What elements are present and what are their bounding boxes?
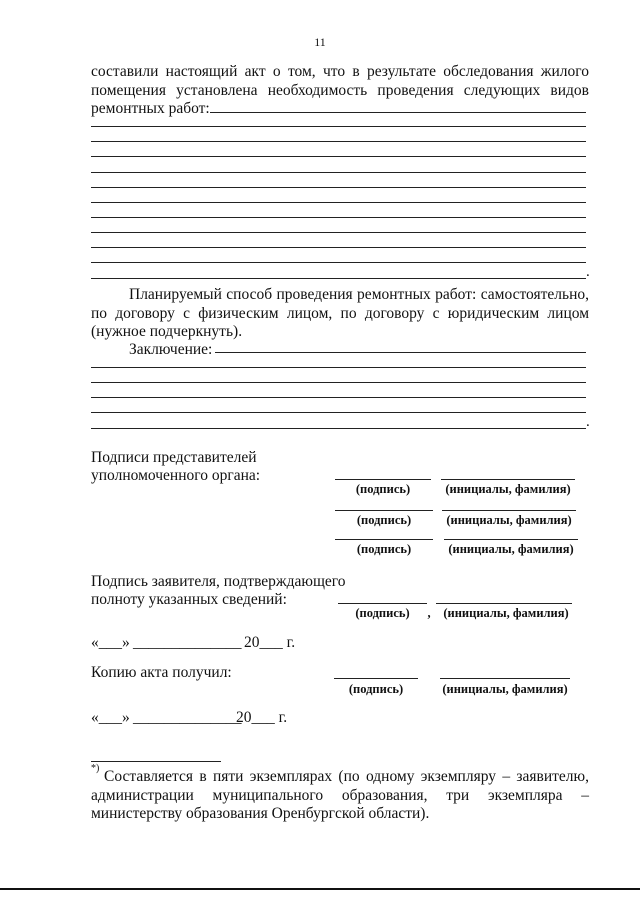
initials-field[interactable] [444,539,578,540]
date-day[interactable]: «___» [91,634,130,651]
date-month[interactable]: ______________ [133,709,242,726]
method-line-1: Планируемый способ проведения ремонтных работ: самостоятельно, [129,286,589,303]
initials-caption: (инициалы, фамилия) [445,482,571,496]
bottom-rule [0,888,640,890]
footnote-line-1: Составляется в пяти экземплярах (по одному экземпляру – заявителю, [104,768,589,785]
footnote-marker: *) [91,763,100,774]
footnote-line-3: министерству образования Оренбургской области). [91,805,430,822]
blank-line[interactable] [91,172,586,173]
signature-field[interactable] [335,479,431,480]
initials-caption: (инициалы, фамилия) [448,542,574,556]
method-line-3: (нужное подчеркнуть). [91,323,243,340]
authority-label-1: Подписи представителей [91,449,257,466]
blank-line[interactable] [91,156,586,157]
signature-caption: (подпись) [356,542,412,556]
blank-line[interactable] [91,397,586,398]
separator-comma: , [427,606,431,620]
blank-line[interactable] [91,382,586,383]
signature-caption: (подпись) [356,513,412,527]
conclusion-label: Заключение: [129,341,213,358]
blank-line[interactable] [91,262,586,263]
period: . [586,414,590,430]
authority-label-2: уполномоченного органа: [91,467,261,484]
signature-caption: (подпись) [355,482,411,496]
initials-field[interactable] [436,603,572,604]
initials-field[interactable] [442,510,576,511]
blank-line[interactable] [91,278,586,279]
signature-field[interactable] [335,539,433,540]
applicant-label-2: полноту указанных сведений: [91,591,287,608]
date-year[interactable]: 20___ г. [236,709,288,726]
signature-field[interactable] [335,510,433,511]
intro-line-3: ремонтных работ: [91,100,210,117]
blank-line[interactable] [91,412,586,413]
intro-line-2: помещения установлена необходимость проведения следующих видов [91,82,589,99]
blank-line[interactable] [91,247,586,248]
footnote-line-2: администрации муниципального образования, три экземпляра – [91,787,589,804]
period: . [586,264,590,280]
blank-line[interactable] [91,202,586,203]
blank-line[interactable] [91,141,586,142]
signature-field[interactable] [338,603,427,604]
copy-label: Копию акта получил: [91,664,232,681]
signature-caption: (подпись) [348,682,404,696]
date-year[interactable]: 20___ г. [244,634,296,651]
date-day[interactable]: «___» [91,709,130,726]
initials-caption: (инициалы, фамилия) [442,682,568,696]
intro-line-1: составили настоящий акт о том, что в результате обследования жилого [91,63,589,80]
blank-line[interactable] [91,232,586,233]
blank-line[interactable] [91,126,586,127]
applicant-label-1: Подпись заявителя, подтверждающего [91,573,346,590]
blank-line[interactable] [91,187,586,188]
blank-line[interactable] [91,367,586,368]
initials-field[interactable] [440,678,570,679]
blank-line[interactable] [91,217,586,218]
page-number: 11 [314,35,326,49]
initials-field[interactable] [441,479,575,480]
initials-caption: (инициалы, фамилия) [446,513,572,527]
date-month[interactable]: ______________ [133,634,242,651]
signature-caption: (подпись) [355,606,410,620]
signature-field[interactable] [334,678,418,679]
conclusion-field[interactable] [215,352,586,353]
footnote-separator [91,761,221,762]
repair-works-field[interactable] [210,112,586,113]
method-line-2: по договору с физическим лицом, по договору с юридическим лицом [91,305,589,322]
initials-caption: (инициалы, фамилия) [443,606,569,620]
blank-line[interactable] [91,428,586,429]
